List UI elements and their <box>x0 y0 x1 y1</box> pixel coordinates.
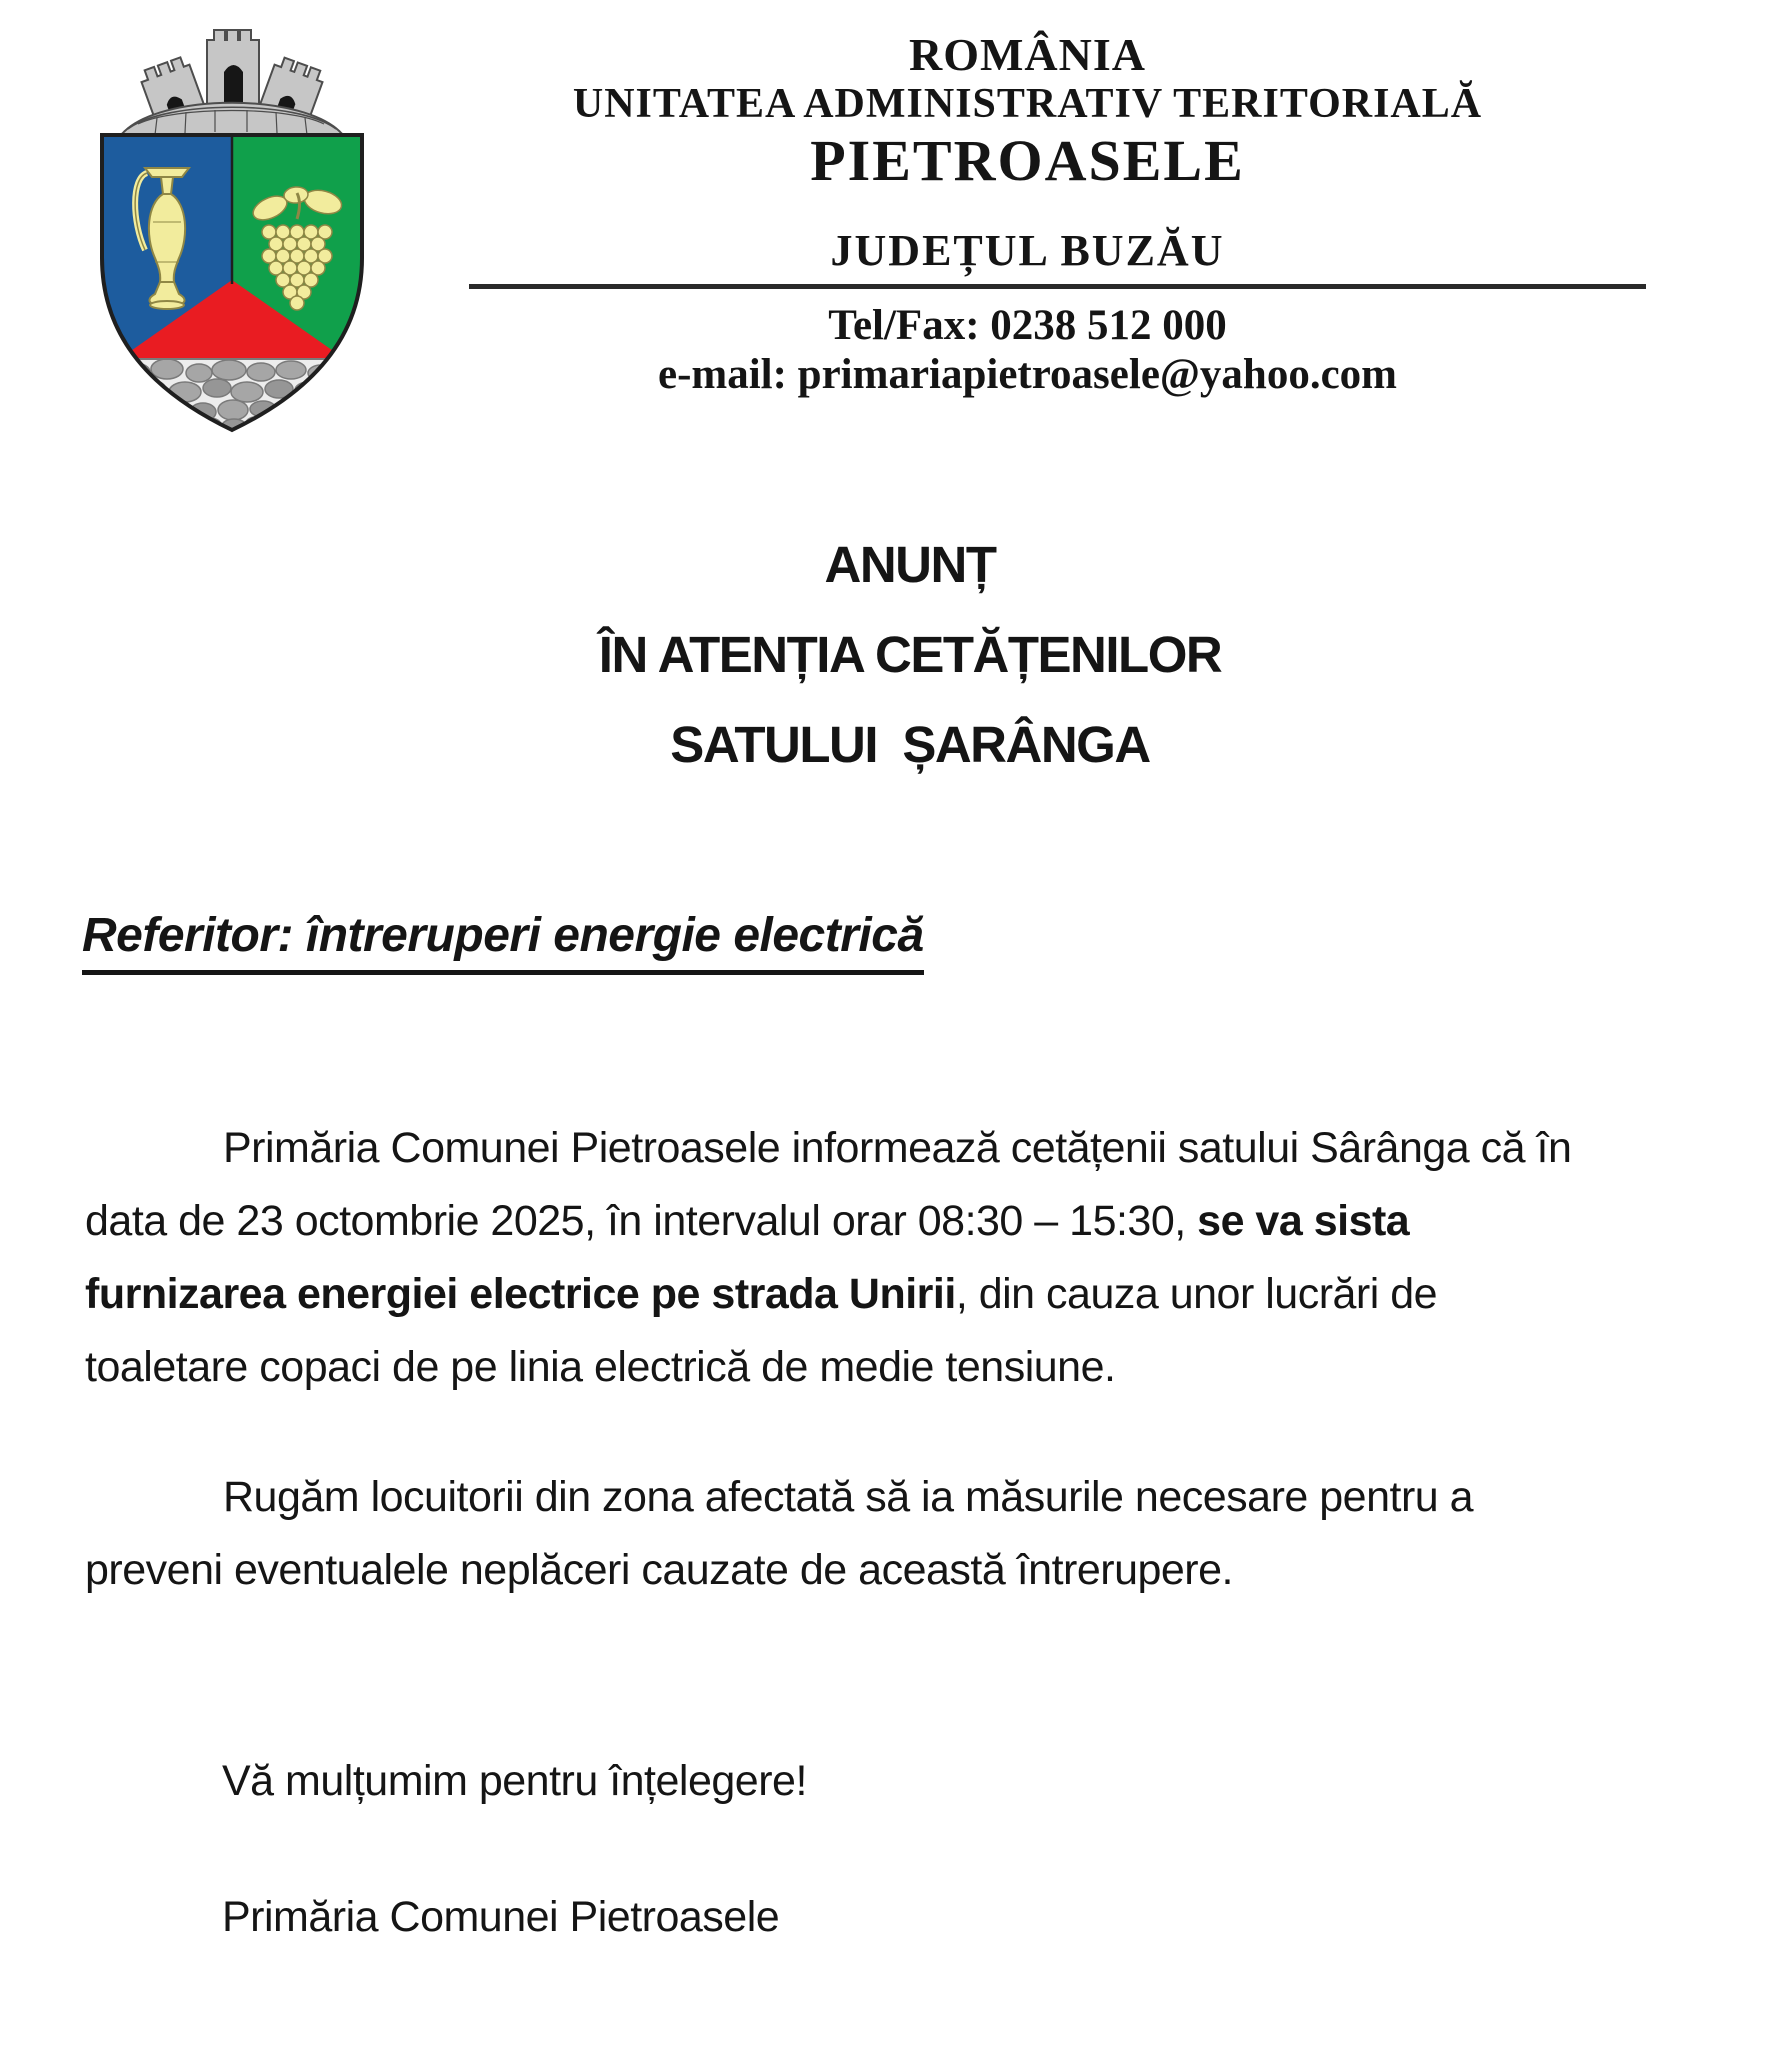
bold-text: furnizarea energiei electrice pe strada Unirii <box>85 1270 956 1318</box>
mural-crown-icon <box>121 30 343 135</box>
county-name: JUDEȚUL BUZĂU <box>830 226 1225 275</box>
bold-text: se va sista <box>1197 1197 1410 1245</box>
announcement-title <box>14 520 1792 790</box>
body-line <box>85 1331 1665 1404</box>
text: Rugăm locuitorii din zona afectată să ia măsurile necesare pentru a <box>223 1473 1474 1521</box>
body-line <box>85 1461 1665 1534</box>
body-paragraphs <box>85 1112 1665 1607</box>
letterhead <box>420 30 1635 401</box>
text: , din cauza unor lucrări de <box>955 1270 1438 1318</box>
text: toaletare copaci de pe linia electrică de medie tensiune. <box>85 1343 1116 1391</box>
coat-of-arms-icon <box>95 26 367 436</box>
body-line <box>85 1112 1665 1185</box>
header-divider <box>469 284 1646 289</box>
paragraph <box>85 1461 1665 1607</box>
title-line-1: ANUNȚ <box>824 536 996 593</box>
closing-signature: Primăria Comunei Pietroasele <box>222 1893 780 1941</box>
closing-thanks: Vă mulțumim pentru înțelegere! <box>222 1757 807 1805</box>
email-line: e-mail: primariapietroasele@yahoo.com <box>658 351 1397 398</box>
commune-name: PIETROASELE <box>810 128 1245 193</box>
body-line <box>85 1534 1665 1607</box>
text: preveni eventualele neplăceri cauzate de această întrerupere. <box>85 1546 1233 1594</box>
title-line-3: SATULUI ȘARÂNGA <box>670 716 1150 773</box>
shield-stones <box>102 358 362 436</box>
body-line <box>85 1258 1665 1331</box>
paragraph <box>85 1112 1665 1404</box>
administrative-unit: UNITATEA ADMINISTRATIV TERITORIALĂ <box>572 81 1483 127</box>
title-line-2: ÎN ATENȚIA CETĂȚENILOR <box>598 626 1222 683</box>
country-name: ROMÂNIA <box>909 29 1146 80</box>
phone-line: Tel/Fax: 0238 512 000 <box>828 302 1227 349</box>
text: data de 23 octombrie 2025, în intervalul orar 08:30 – 15:30, <box>85 1197 1198 1245</box>
body-line <box>85 1185 1665 1258</box>
subject-line <box>82 908 924 975</box>
text: Primăria Comunei Pietroasele informează cetățenii satului Sârânga că în <box>223 1124 1572 1172</box>
subject-text: Referitor: întreruperi energie electrică <box>82 908 924 975</box>
